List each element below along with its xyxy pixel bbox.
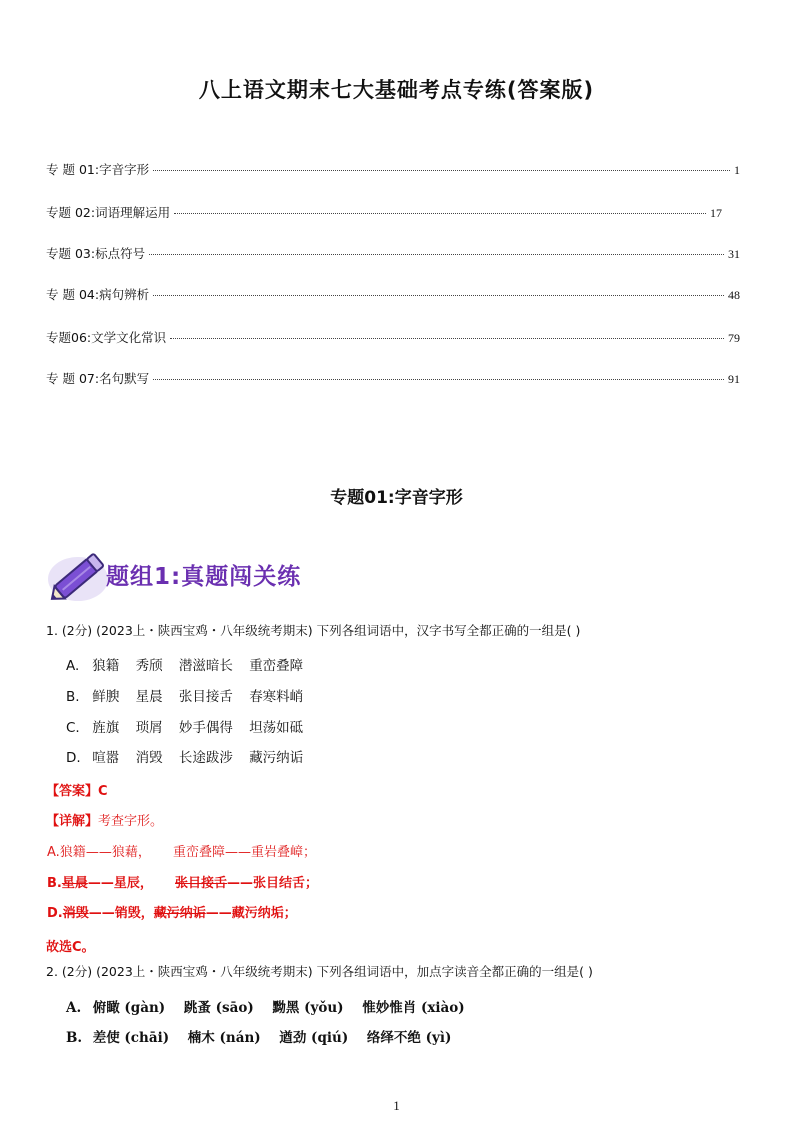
pencil-icon <box>44 545 114 605</box>
toc-leader-dots <box>174 213 706 214</box>
toc-entry-label: 专题06:文学文化常识 <box>46 330 167 345</box>
detail-correction-d: D.消毁——销毁，藏污纳诟——藏污纳垢； <box>47 906 297 921</box>
toc-entry-page: 1 <box>734 163 740 177</box>
detail-correction-b: B.星晨——星辰， 张目接舌——张目结舌； <box>47 876 319 891</box>
toc-entry[interactable] <box>46 285 740 305</box>
toc-leader-dots <box>153 295 724 296</box>
question-1-option-a[interactable]: A. 狼籍 秀颀 潜滋暗长 重峦叠障 <box>66 658 304 674</box>
toc-leader-dots <box>149 254 724 255</box>
document-title: 八上语文期末七大基础考点专练(答案版) <box>198 78 595 102</box>
answer-line: 【答案】C <box>46 784 108 799</box>
toc-leader-dots <box>153 170 730 171</box>
question-1-stem: 1. (2分) (2023上・陕西宝鸡・八年级统考期末) 下列各组词语中，汉字书写全都正确的一组是( ) <box>46 623 581 638</box>
toc-entry-label: 专 题 01:字音字形 <box>46 162 150 177</box>
toc-leader-dots <box>170 338 724 339</box>
toc-entry-page: 79 <box>728 331 740 345</box>
toc-entry-page: 17 <box>710 206 722 220</box>
answer-value: C <box>98 784 108 799</box>
toc-entry-label: 专题 02:词语理解运用 <box>46 205 171 220</box>
toc-entry[interactable] <box>46 369 740 389</box>
toc-entry[interactable] <box>46 160 740 180</box>
toc-entry[interactable] <box>46 328 740 348</box>
question-group-banner <box>44 545 364 605</box>
question-1-option-b[interactable]: B. 鲜腴 星晨 张目接舌 春寒料峭 <box>66 689 304 705</box>
toc-entry-label: 专 题 07:名句默写 <box>46 371 150 386</box>
toc-entry-page: 31 <box>728 247 740 261</box>
toc-leader-dots <box>153 379 724 380</box>
toc-entry-page: 91 <box>728 372 740 386</box>
section-title: 专题01:字音字形 <box>330 488 463 508</box>
toc-entry-label: 专题 03:标点符号 <box>46 246 146 261</box>
toc-entry[interactable] <box>46 244 740 264</box>
question-2-option-b[interactable]: B. 差使 (chāi) 楠木 (nán) 遒劲 (qiú) 络绎不绝 (yì) <box>66 1030 452 1046</box>
toc-entry[interactable] <box>46 203 722 223</box>
page-number: 1 <box>393 1098 400 1113</box>
question-1-option-d[interactable]: D. 喧嚣 消毁 长途跋涉 藏污纳诟 <box>66 750 304 766</box>
detail-line: 【详解】考查字形。 <box>46 814 164 829</box>
detail-correction-a: A.狼籍——狼藉， 重峦叠障——重岩叠嶂； <box>47 845 316 860</box>
toc-entry-label: 专 题 04:病句辨析 <box>46 287 150 302</box>
question-1-option-c[interactable]: C. 旌旗 琐屑 妙手偶得 坦荡如砥 <box>66 720 304 736</box>
toc-entry-page: 48 <box>728 288 740 302</box>
question-2-stem: 2. (2分) (2023上・陕西宝鸡・八年级统考期末) 下列各组词语中，加点字读音全都正确的一组是( ) <box>46 964 593 979</box>
conclusion-line: 故选C。 <box>46 940 95 955</box>
question-2-option-a[interactable]: A. 俯瞰 (gàn) 跳蚤 (sāo) 黝黑 (yǒu) 惟妙惟肖 (xiào) <box>66 1000 465 1016</box>
banner-title: 题组1:真题闯关练 <box>106 564 302 590</box>
